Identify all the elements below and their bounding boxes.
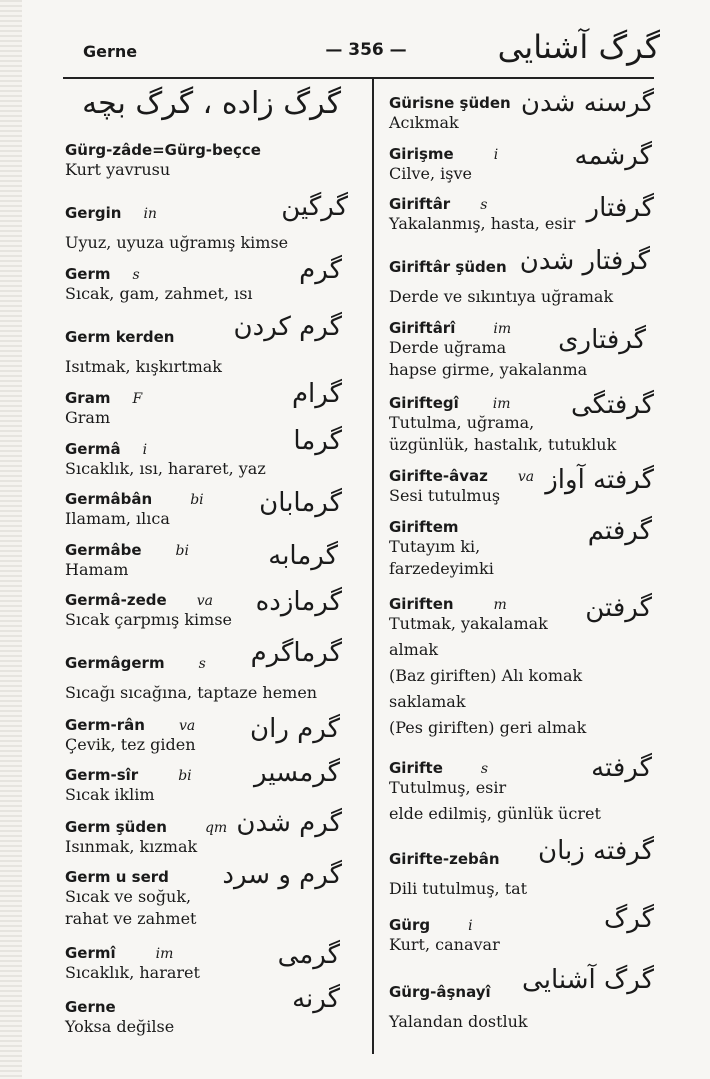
entry-grammar-tag: bi xyxy=(178,768,192,784)
entry xyxy=(389,467,654,507)
entry xyxy=(389,518,654,580)
entry-headword: Giriftâr xyxy=(389,195,451,213)
entry-grammar-tag: s xyxy=(480,197,488,213)
entry-definition: Derde uğrama xyxy=(389,338,507,357)
entry xyxy=(65,940,350,984)
entry xyxy=(389,965,654,1033)
entry-definition: Yalandan dostluk xyxy=(389,1012,528,1031)
entry-arabic: گرم و سرد xyxy=(222,860,342,890)
entry-grammar-tag: m xyxy=(493,597,507,613)
entry-headword: Germ şüden xyxy=(65,818,167,836)
entry-grammar-tag: i xyxy=(142,442,148,458)
entry-definition: Sıcak iklim xyxy=(65,785,155,804)
entry-arabic: گرمابه xyxy=(268,541,338,571)
entry xyxy=(389,904,654,956)
page-number: — 356 — xyxy=(325,40,407,60)
entry xyxy=(65,638,350,704)
entry-definition: Dili tutulmuş, tat xyxy=(389,879,528,898)
entry-definition: Derde ve sıkıntıya uğramak xyxy=(389,287,614,306)
entry-headword: Gürg-zâde=Gürg-beçce xyxy=(65,141,261,159)
entry-headword: Germ kerden xyxy=(65,328,175,346)
entry-grammar-tag: bi xyxy=(175,543,189,559)
entry xyxy=(65,141,261,181)
entry-definition: Acıkmak xyxy=(389,113,459,132)
entry-headword: Germâgerm xyxy=(65,654,165,672)
entry xyxy=(389,246,654,308)
entry-definition: Ilamam, ılıca xyxy=(65,509,170,528)
entry-grammar-tag: im xyxy=(492,396,511,412)
entry-headword: Germ-rân xyxy=(65,716,145,734)
entry-arabic: گرفته آواز xyxy=(545,465,654,495)
entry-headword: Gram xyxy=(65,389,111,407)
entry-definition: Tutmak, yakalamak xyxy=(389,614,548,633)
entry-definition: Yoksa değilse xyxy=(65,1017,175,1036)
entry-definition: üzgünlük, hastalık, tutukluk xyxy=(389,435,617,454)
entry-headword: Giriftârî xyxy=(389,319,456,337)
entry-headword: Germâ-zede xyxy=(65,591,167,609)
entry-arabic: گرگ xyxy=(604,904,654,934)
entry-arabic: گرشمه xyxy=(574,141,652,171)
entry-headword: Girişme xyxy=(389,145,454,163)
entry xyxy=(389,141,654,185)
header-rule xyxy=(63,77,654,79)
entry-definition: Sıcaklık, ısı, hararet, yaz xyxy=(65,459,266,478)
entry xyxy=(65,192,350,254)
entry-arabic: گرفته زبان xyxy=(537,836,654,866)
entry xyxy=(65,379,350,429)
page-edge xyxy=(0,0,22,1079)
entry xyxy=(389,836,654,900)
entry xyxy=(65,541,350,581)
entry-grammar-tag: in xyxy=(143,206,157,222)
top-arabic-phrase: گرگ زاده ، گرگ بچه xyxy=(82,86,341,121)
running-head-arabic: گرگ آشنایی xyxy=(497,28,660,66)
entry-arabic: گرفتاری xyxy=(558,325,646,355)
entry-definition: Tutayım ki, xyxy=(389,537,481,556)
entry-definition: Uyuz, uyuza uğramış kimse xyxy=(65,233,289,252)
entry xyxy=(389,88,654,134)
entry-headword: Giriftâr şüden xyxy=(389,258,507,276)
entry-grammar-tag: va xyxy=(196,593,213,609)
entry-definition: Hamam xyxy=(65,560,129,579)
entry-definition: elde edilmiş, günlük ücret xyxy=(389,804,601,823)
entry-grammar-tag: im xyxy=(155,946,174,962)
entry-headword: Girifte-zebân xyxy=(389,850,500,868)
entry-definition: saklamak xyxy=(389,692,466,711)
entry-headword: Giriftegî xyxy=(389,394,459,412)
entry-arabic: گرفتم xyxy=(587,516,652,546)
entry-arabic: گرفته xyxy=(591,753,652,783)
entry-arabic: گرگ آشنایی xyxy=(522,965,654,995)
entry-headword: Germ u serd xyxy=(65,868,169,886)
entry-definition: Tutulmuş, esir xyxy=(389,778,507,797)
entry-definition: hapse girme, yakalanma xyxy=(389,360,588,379)
entry-definition: (Pes giriften) geri almak xyxy=(389,718,587,737)
entry-arabic: گرگین xyxy=(281,192,348,222)
entry-headword: Gürisne şüden xyxy=(389,94,511,112)
entry-definition: almak xyxy=(389,640,439,659)
entry-definition: Kurt, canavar xyxy=(389,935,500,954)
entry-arabic: گرام xyxy=(291,379,342,409)
entry-definition: Sıcak çarpmış kimse xyxy=(65,610,232,629)
entry-definition: Sıcağı sıcağına, taptaze hemen xyxy=(65,683,318,702)
entry-headword: Germâbe xyxy=(65,541,142,559)
entry-arabic: گرسنه شدن xyxy=(520,88,654,118)
entry-headword: Girifte-âvaz xyxy=(389,467,488,485)
entry-definition: Sıcak, gam, zahmet, ısı xyxy=(65,284,253,303)
entry xyxy=(65,426,350,480)
entry-arabic: گرم ران xyxy=(250,714,340,744)
entry-arabic: گرم شدن xyxy=(236,808,342,838)
entry-grammar-tag: s xyxy=(132,267,140,283)
entry-headword: Girifte xyxy=(389,759,443,777)
entry-headword: Gerne xyxy=(65,998,116,1016)
entry-headword: Giriften xyxy=(389,595,454,613)
entry-grammar-tag: va xyxy=(178,718,196,734)
entry-grammar-tag: i xyxy=(468,918,473,934)
entry-arabic: گرفتن xyxy=(585,593,652,623)
entry xyxy=(389,319,654,381)
entry-arabic: گرماگرم xyxy=(250,638,342,668)
entry-grammar-tag: bi xyxy=(190,492,204,508)
entry-grammar-tag: va xyxy=(517,469,535,485)
column-divider xyxy=(372,79,374,1054)
entry-headword: Germ-sîr xyxy=(65,766,139,784)
entry-arabic: گرمی xyxy=(277,940,340,970)
entry-headword: Germâbân xyxy=(65,490,153,508)
entry-grammar-tag: im xyxy=(493,321,512,337)
entry-definition: Sıcak ve soğuk, xyxy=(65,887,192,906)
entry xyxy=(65,716,350,756)
entry xyxy=(389,753,654,825)
entry xyxy=(65,758,350,806)
entry-definition: Isıtmak, kışkırtmak xyxy=(65,357,222,376)
entry-definition: Isınmak, kızmak xyxy=(65,837,198,856)
entry-arabic: گرما xyxy=(293,426,342,456)
entry-grammar-tag: i xyxy=(493,147,499,163)
entry xyxy=(65,490,350,530)
entry-definition: Sıcaklık, hararet xyxy=(65,963,200,982)
entry-headword: Gürg xyxy=(389,916,431,934)
entry xyxy=(65,255,350,305)
entry-headword: Giriftem xyxy=(389,518,459,536)
entry-definition: farzedeyimki xyxy=(389,559,494,578)
entry-definition: Yakalanmış, hasta, esir xyxy=(389,214,576,233)
entry-headword: Gergin xyxy=(65,204,122,222)
entry xyxy=(389,390,654,456)
entry xyxy=(389,195,654,235)
entry-headword: Germâ xyxy=(65,440,121,458)
entry-definition: Sesi tutulmuş xyxy=(389,486,501,505)
entry-grammar-tag: F xyxy=(132,391,143,407)
entry-arabic: گرفتار xyxy=(586,193,654,223)
entry xyxy=(65,312,350,378)
entry-definition: rahat ve zahmet xyxy=(65,909,197,928)
entry-grammar-tag: s xyxy=(198,656,206,672)
entry-arabic: گرم کردن xyxy=(233,312,342,342)
entry-arabic: گرفتار شدن xyxy=(519,246,650,276)
entry xyxy=(65,860,350,930)
entry-arabic: گرنه xyxy=(292,984,340,1014)
entry-arabic: گرمسیر xyxy=(253,758,340,788)
entry-definition: Cilve, işve xyxy=(389,164,472,183)
entry-definition: Gram xyxy=(65,408,111,427)
entry-definition: (Baz giriften) Alı komak xyxy=(389,666,583,685)
entry-grammar-tag: qm xyxy=(204,820,228,836)
entry xyxy=(389,595,654,739)
entry-definition: Çevik, tez giden xyxy=(65,735,196,754)
entry-arabic: گرم xyxy=(299,255,342,285)
entry-definition: Tutulma, uğrama, xyxy=(389,413,535,432)
entry-headword: Germ xyxy=(65,265,111,283)
entry-grammar-tag: s xyxy=(480,761,489,777)
entry xyxy=(65,984,350,1038)
running-head: Gerne xyxy=(83,42,138,61)
entry-arabic: گرفتگی xyxy=(570,390,654,420)
entry-headword: Gürg-âşnayî xyxy=(389,983,491,1001)
entry-arabic: گرمابان xyxy=(259,488,342,518)
entry-definition: Kurt yavrusu xyxy=(65,160,171,179)
entry xyxy=(65,808,350,858)
entry xyxy=(65,587,350,631)
entry-arabic: گرمازده xyxy=(255,587,342,617)
entry-headword: Germî xyxy=(65,944,116,962)
